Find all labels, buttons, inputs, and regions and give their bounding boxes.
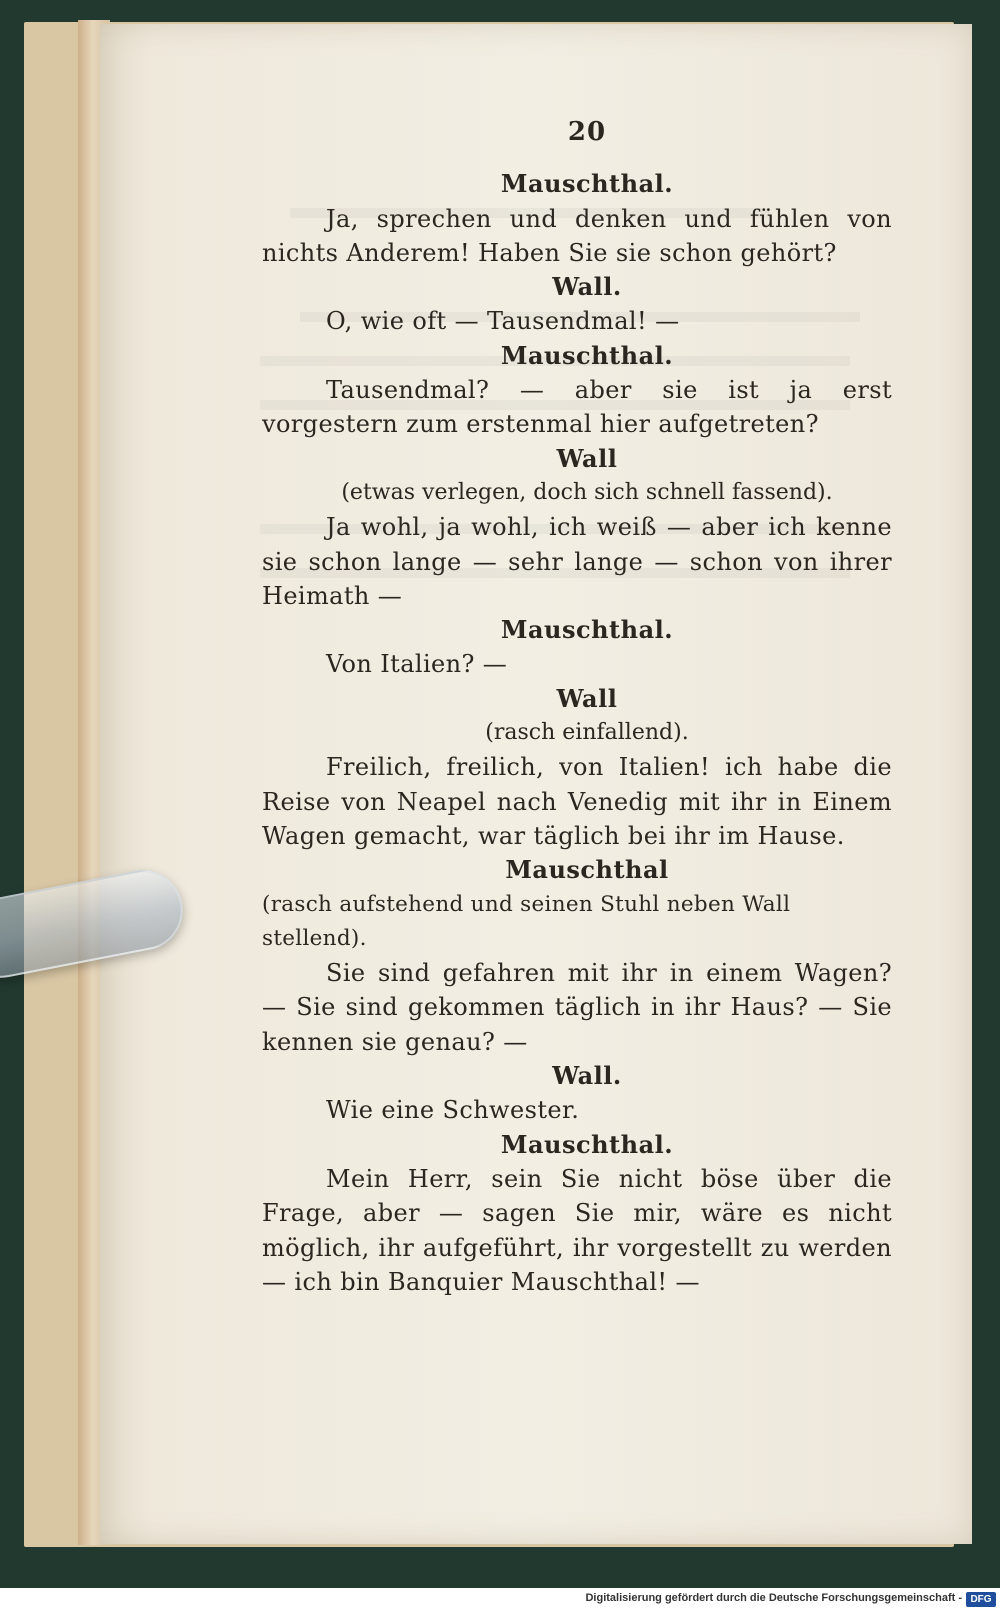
speech-text: Sie sind gefahren mit ihr in einem Wagen? — Sie sind gekommen täglich in ihr Haus? — Sie kennen sie genau? — xyxy=(262,959,892,1056)
digitization-credit: Digitalisierung gefördert durch die Deutsche Forschungsgemeinschaft - xyxy=(585,1592,962,1604)
speaker-name: Mauschthal. xyxy=(500,340,674,370)
speaker-name: Mauschthal. xyxy=(500,615,674,645)
speaker-name: Mauschthal. xyxy=(500,169,674,199)
speaker-name: Wall xyxy=(556,683,618,713)
speaker-name: Wall. xyxy=(552,1061,622,1091)
speech-text: Ja wohl, ja wohl, ich weiß — aber ich kenne sie schon lange — sehr lange — schon von ihrer Heimath — xyxy=(262,513,892,610)
page-text xyxy=(262,115,892,1299)
speech-text: O, wie oft — Tausendmal! — xyxy=(326,307,680,336)
speaker-name: Mauschthal xyxy=(505,855,669,885)
speech-text: Ja, sprechen und denken und fühlen von nichts Anderem! Haben Sie sie schon gehört? xyxy=(262,204,892,267)
stage-direction: (rasch einfallend). xyxy=(485,720,689,746)
speech-text: Mein Herr, sein Sie nicht böse über die Frage, aber — sagen Sie mir, wäre es nicht möglich, ihr aufgeführt, ihr vorgestellt zu werden — ich bin Banquier Mauschthal! — xyxy=(262,1164,892,1296)
speaker-name: Mauschthal. xyxy=(500,1129,674,1159)
dialogue xyxy=(262,167,892,1299)
stage-direction: (rasch aufstehend und seinen Stuhl neben Wall stellend). xyxy=(262,891,791,951)
speech-text: Von Italien? — xyxy=(326,650,508,679)
dfg-logo: DFG xyxy=(966,1592,996,1607)
page-number: 20 xyxy=(567,117,607,147)
speech-text: Freilich, freilich, von Italien! ich habe die Reise von Neapel nach Venedig mit ihr in Einem Wagen gemacht, war täglich bei ihr im Hause. xyxy=(262,753,892,850)
stage-direction: (etwas verlegen, doch sich schnell fassend). xyxy=(341,479,833,505)
speaker-name: Wall xyxy=(556,443,618,473)
speech-text: Tausendmal? — aber sie ist ja erst vorgestern zum erstenmal hier aufgetreten? xyxy=(262,376,892,439)
speech-text: Wie eine Schwester. xyxy=(326,1096,580,1125)
speaker-name: Wall. xyxy=(552,272,622,302)
